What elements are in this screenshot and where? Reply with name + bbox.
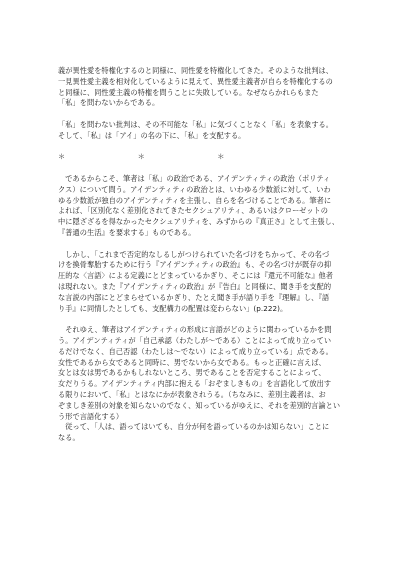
paragraph-gap	[58, 239, 354, 250]
paragraph-gap	[58, 163, 354, 174]
paragraph-3: であるからこそ、筆者は「私」の政治である、アイデンティティの政治（ポリティ クス）について問う。アイデンティティの政治とは、いわゆる少数派に対して、いわ ゆる少数派が独自のアイデンティティを主張し、自らを名づけることである。筆者に よれば、「区別化なく差別化されてきたセクシュアリティ、あるいはクローゼットの 中に隠ざざるを得なかったセクシュアリティを、みずからの『真正さ』として主張し、 『普通の生活』を要求する」ものである。	[58, 173, 340, 237]
document-body	[58, 66, 354, 444]
paragraph-gap	[58, 142, 354, 153]
paragraph-gap	[58, 314, 354, 325]
paragraph-2: 「私」を問わない批判は、その不可能な「私」に気づくことなく「私」を表象する。 そして、「私」は「アイ」の名の下に、「私」を支配する。	[58, 119, 334, 140]
paragraph-1: 義が異性愛を特権化するのと同様に、同性愛を特権化してきた。そのような批判は、 一見異性愛主義を相対化しているように見えて、異性愛主義者が自らを特権化するの と同様に、同性愛主義の特権を問うことに失敗している。なぜならかれらもまた 「私」を問わないからである。	[58, 66, 334, 108]
paragraph-gap	[58, 109, 354, 120]
paragraph-4: しかし、「これまで否定的なしるしがつけられていた名づけをちかって、その名づ けを換骨奪胎するために行う『アイデンティティの政治』も、その名づけが既存の抑 圧的な〈言語〉による定義にとどまっているかぎり、そこには『還元不可能な』他者 は現れない。また『アイデンティティの政治』が『告白』と同様に、聞き手を支配的 な言説の内部にとどまらせているかぎり、たとえ聞き手が語り手を『理解』し、『語 り手』に同情したとしても、支配構力の配置は変わらない」(p.222)。	[58, 249, 334, 313]
paragraph-5: それゆえ、筆者はアイデンティティの形成に言語がどのように関わっているかを問 う。アイデンティティが「自己承認（わたしが〜である）ことによって成り立ってい るだけでなく、自己否認（わたしは〜でない）によって成り立っている」点である。 女性であるから女であると同時に、男でないから女である。もっと正確に言えば、 女とは女は男であるかもしれないところ、男であることを否定することによって、 女だりうる。アイデンティティ内部に抱える「おぞましきもの」を言語化して放出す る限りにおいて、「私」とはなにかが表象されうる。（ちなみに、差別主義者は、お ぞましき差別の対象を知らないのでなく、知っているがゆえに、それを差別的言論とい う形で言語化する）	[58, 325, 341, 421]
paragraph-6: 従って、「人は、語ってはいても、自分が何を語っているのかは知らない」ことに なる。	[58, 422, 330, 443]
section-divider-asterisks: ＊ ＊ ＊	[58, 152, 225, 162]
